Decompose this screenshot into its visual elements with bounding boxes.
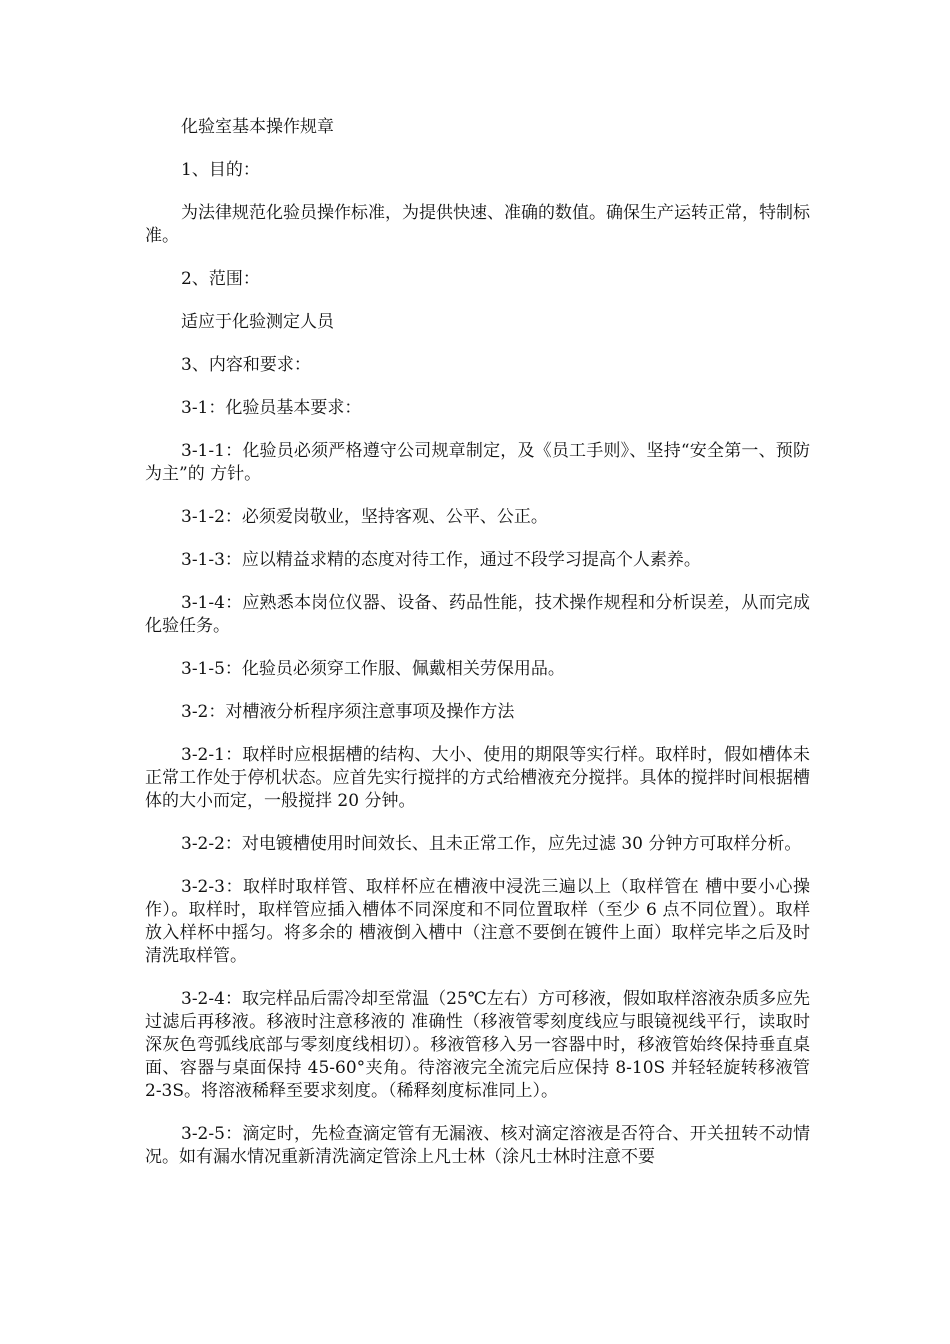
clause-3-1-2: 3-1-2：必须爱岗敬业，坚持客观、公平、公正。 — [181, 507, 548, 527]
clause-3-2-1: 3-2-1：取样时应根据槽的结构、大小、使用的期限等实行样。取样时，假如槽体未正常工作处于停机状态。应首先实行搅拌的方式给槽液充分搅拌。具体的搅拌时间根据槽体的大小而定，一般搅拌 20 分钟。 — [145, 745, 810, 811]
section-purpose-heading: 1、目的： — [181, 160, 260, 180]
clause-3-1-5: 3-1-5：化验员必须穿工作服、佩戴相关劳保用品。 — [181, 659, 565, 679]
scope-text: 适应于化验测定人员 — [181, 312, 334, 332]
clause-3-1-3: 3-1-3：应以精益求精的态度对待工作，通过不段学习提高个人素养。 — [181, 550, 701, 570]
clause-3-2-2: 3-2-2：对电镀槽使用时间效长、且未正常工作，应先过滤 30 分钟方可取样分析。 — [181, 834, 802, 854]
clause-3-2-5: 3-2-5：滴定时，先检查滴定管有无漏液、核对滴定溶液是否符合、开关扭转不动情况。如有漏水情况重新清洗滴定管涂上凡士林（涂凡士林时注意不要 — [145, 1124, 810, 1167]
clause-3-2-4: 3-2-4：取完样品后需冷却至常温（25℃左右）方可移液，假如取样溶液杂质多应先过滤后再移液。移液时注意移液的 准确性（移液管零刻度线应与眼镜视线平行，读取时深灰色弯弧线底部与零刻度线相切）。移液管移入另一容器中时，移液管始终保持垂直桌面、容器与桌面保持 45-60°夹角。待溶液完全流完后应保持 8-10S 并轻轻旋转移液管 2-3S。将溶液稀释至要求刻度。（稀释刻度标准同上）。 — [145, 989, 810, 1101]
subsection-3-2-heading: 3-2：对槽液分析程序须注意事项及操作方法 — [181, 702, 515, 722]
document-page — [145, 116, 810, 1189]
purpose-text: 为法律规范化验员操作标准，为提供快速、准确的数值。确保生产运转正常，特制标准。 — [145, 203, 810, 246]
document-title: 化验室基本操作规章 — [181, 117, 334, 137]
section-content-heading: 3、内容和要求： — [181, 355, 311, 375]
clause-3-1-4: 3-1-4：应熟悉本岗位仪器、设备、药品性能，技术操作规程和分析误差，从而完成化验任务。 — [145, 593, 810, 636]
section-scope-heading: 2、范围： — [181, 269, 260, 289]
clause-3-1-1: 3-1-1：化验员必须严格遵守公司规章制定，及《员工手则》、坚持“安全第一、预防为主”的 方针。 — [145, 441, 810, 484]
clause-3-2-3: 3-2-3：取样时取样管、取样杯应在槽液中浸洗三遍以上（取样管在 槽中要小心操作）。取样时，取样管应插入槽体不同深度和不同位置取样（至少 6 点不同位置）。取样放入样杯中摇匀。将多余的 槽液倒入槽中（注意不要倒在镀件上面）取样完毕之后及时清洗取样管。 — [145, 877, 810, 966]
subsection-3-1-heading: 3-1：化验员基本要求： — [181, 398, 362, 418]
